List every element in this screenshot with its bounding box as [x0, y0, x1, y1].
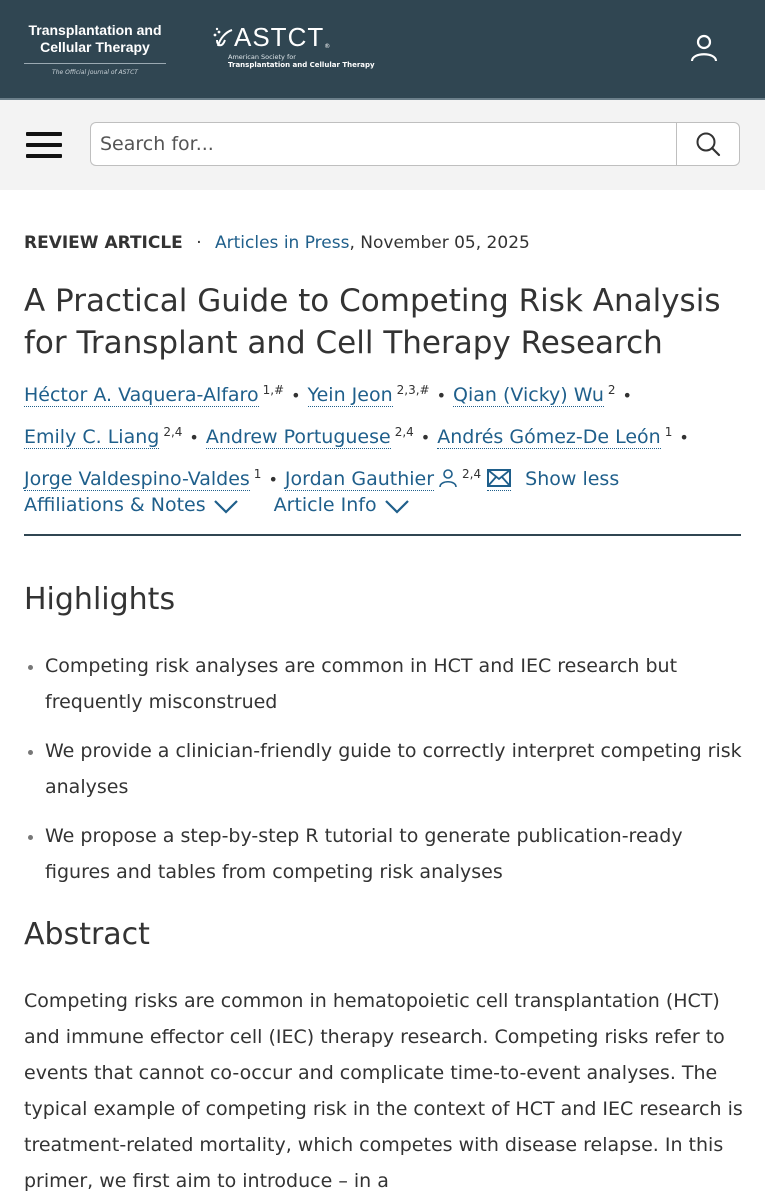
- separator-dot: •: [189, 428, 199, 447]
- author-link[interactable]: Andrés Gómez-De León: [437, 426, 661, 448]
- author-link[interactable]: Jorge Valdespino-Valdes: [24, 468, 250, 490]
- author-affiliation-sup: 2: [607, 383, 616, 397]
- highlights-list: [24, 648, 744, 903]
- journal-name: Transplantation and Cellular Therapy: [28, 22, 162, 55]
- separator-dot: ·: [196, 233, 202, 253]
- user-account-button[interactable]: [686, 30, 722, 66]
- highlight-item: We propose a step-by-step R tutorial to generate publication-ready figures and tables from competing risk analyses: [24, 818, 744, 890]
- separator-dot: •: [679, 428, 689, 447]
- corresponding-author-icon: [438, 468, 458, 488]
- separator-dot: •: [436, 386, 447, 405]
- tab-label: Article Info: [273, 494, 377, 516]
- tab-affiliations-notes[interactable]: [24, 494, 238, 534]
- author-link[interactable]: Héctor A. Vaquera-Alfaro: [24, 384, 259, 406]
- registered-mark: ®: [324, 43, 331, 50]
- envelope-icon: [487, 469, 511, 487]
- astct-swoosh-icon: [212, 26, 234, 50]
- article-meta: [24, 233, 530, 253]
- article-info-tabs: [24, 494, 741, 536]
- author-affiliation-sup: 1: [253, 467, 262, 481]
- abstract-heading: Abstract: [24, 917, 150, 952]
- society-logo[interactable]: [212, 24, 375, 69]
- society-line2: Transplantation and Cellular Therapy: [228, 61, 375, 69]
- magnifier-icon: [695, 131, 721, 157]
- author-affiliation-sup: 2,4: [394, 425, 414, 439]
- hamburger-icon: [26, 132, 62, 136]
- email-author-link[interactable]: [487, 469, 511, 491]
- author-affiliation-sup: 1: [664, 425, 673, 439]
- separator-dot: •: [291, 386, 301, 405]
- site-header: [0, 0, 765, 100]
- author-link[interactable]: Andrew Portuguese: [205, 426, 391, 448]
- author-affiliation-sup: 1,#: [262, 383, 285, 397]
- author-affiliation-sup: 2,3,#: [396, 383, 430, 397]
- journal-tagline: The Official Journal of ASTCT: [52, 69, 138, 76]
- author-link[interactable]: Yein Jeon: [307, 384, 393, 406]
- search-button[interactable]: [676, 122, 740, 166]
- author-link[interactable]: Emily C. Liang: [24, 426, 160, 448]
- highlight-item: We provide a clinician-friendly guide to correctly interpret competing risk analyses: [24, 733, 744, 805]
- article-type: REVIEW ARTICLE: [24, 233, 183, 253]
- show-less-toggle[interactable]: Show less: [525, 468, 620, 490]
- tab-label: Affiliations & Notes: [24, 494, 206, 516]
- tab-article-info[interactable]: [274, 494, 409, 534]
- logo-divider: [24, 63, 166, 64]
- publication-date: , November 05, 2025: [349, 233, 530, 253]
- abstract-text: Competing risks are common in hematopoietic cell transplantation (HCT) and immune effector cell (IEC) therapy research. Competing risks refer to events that cannot co-occur and complicate time-to-event analyses. The typical example of competing risk in the context of HCT and IEC research is treatment-related mortality, which competes with disease relapse. In this primer, we first aim to introduce – in a: [24, 990, 743, 1192]
- society-line1: American Society for: [228, 53, 296, 61]
- hamburger-icon-line: [26, 143, 62, 147]
- separator-dot: •: [268, 470, 278, 489]
- chevron-down-icon: [214, 500, 238, 514]
- user-icon: [690, 33, 718, 63]
- author-affiliation-sup: 2,4: [163, 425, 183, 439]
- highlight-item: Competing risk analyses are common in HCT and IEC research but frequently misconstrued: [24, 648, 744, 720]
- search-input[interactable]: [90, 122, 677, 166]
- separator-dot: •: [420, 428, 431, 447]
- author-link[interactable]: Jordan Gauthier: [284, 468, 435, 490]
- author-list: [24, 372, 754, 498]
- author-affiliation-sup: 2,4: [462, 467, 482, 481]
- society-abbr: ASTCT: [234, 22, 325, 52]
- menu-button[interactable]: [26, 132, 62, 158]
- article-title: A Practical Guide to Competing Risk Analysis for Transplant and Cell Therapy Research: [24, 283, 721, 361]
- author-link[interactable]: Qian (Vicky) Wu: [453, 384, 604, 406]
- hamburger-icon-line: [26, 154, 62, 158]
- journal-logo[interactable]: [24, 22, 166, 76]
- separator-dot: •: [622, 386, 632, 405]
- highlights-heading: Highlights: [24, 582, 176, 617]
- chevron-down-icon: [385, 500, 409, 514]
- articles-in-press-link[interactable]: Articles in Press: [215, 233, 350, 253]
